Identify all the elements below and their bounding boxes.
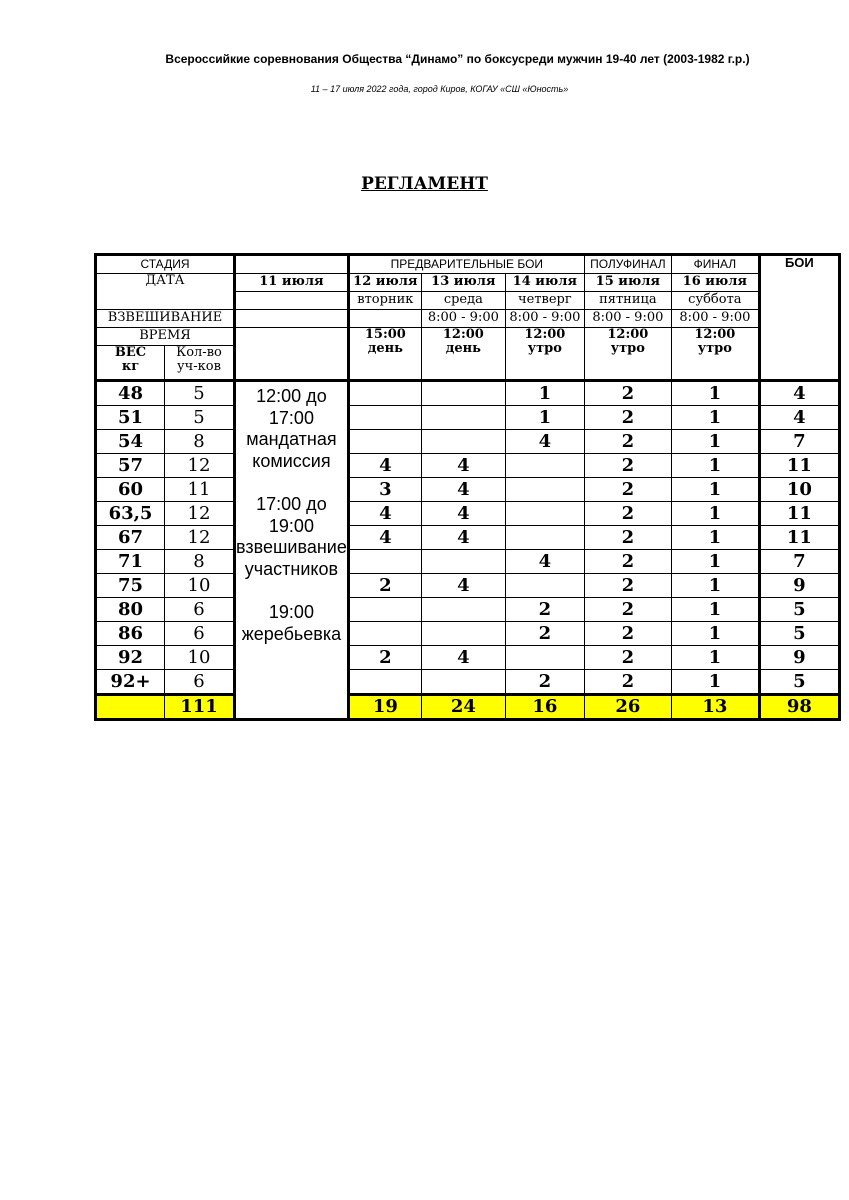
- cell-count: 8: [165, 550, 235, 574]
- cell-d14: [505, 478, 584, 502]
- weight-header: [96, 346, 165, 381]
- cell-d16: 1: [671, 622, 759, 646]
- weight-label: ВЕС: [114, 345, 147, 360]
- bouts-label: БОИ: [759, 255, 839, 381]
- cell-d15: 2: [584, 430, 671, 454]
- period: утро: [527, 341, 562, 357]
- prelim-label: ПРЕДВАРИТЕЛЬНЫЕ БОИ: [348, 255, 584, 274]
- table-row: [96, 454, 840, 478]
- document-subtitle: 11 – 17 июля 2022 года, город Киров, КОГАУ «СШ «Юность»: [310, 84, 569, 94]
- note-line: комиссия: [252, 450, 331, 471]
- note-line: 17:00 до: [256, 493, 327, 514]
- cell-d16: 1: [671, 381, 759, 406]
- cell-d16: 1: [671, 478, 759, 502]
- cell-d13: [421, 622, 505, 646]
- cell-d13: [421, 430, 505, 454]
- note-line: участников: [244, 558, 339, 579]
- count-label2: уч-ков: [177, 359, 221, 375]
- cell-d13: [421, 550, 505, 574]
- cell-count: 6: [165, 598, 235, 622]
- cell-count: 12: [165, 454, 235, 478]
- table-row: [96, 622, 840, 646]
- note-line: 17:00: [268, 407, 314, 428]
- weekday-13: среда: [421, 292, 505, 310]
- cell-d12: [348, 406, 421, 430]
- cell-d16: 1: [671, 406, 759, 430]
- time-16: [671, 328, 759, 381]
- cell-d16: 1: [671, 526, 759, 550]
- cell-d15: 2: [584, 478, 671, 502]
- cell-count: 12: [165, 502, 235, 526]
- cell-weight: 48: [96, 381, 165, 406]
- table-row: [96, 646, 840, 670]
- total-d16: 13: [671, 695, 759, 720]
- time-value: 12:00: [524, 327, 566, 342]
- cell-d15: 2: [584, 574, 671, 598]
- total-count: 111: [165, 695, 235, 720]
- weekday-12: вторник: [348, 292, 421, 310]
- cell-d15: 2: [584, 454, 671, 478]
- table-row: [96, 598, 840, 622]
- table-row: [96, 478, 840, 502]
- cell-total: 5: [759, 670, 839, 695]
- table-row: [96, 550, 840, 574]
- cell-count: 12: [165, 526, 235, 550]
- cell-d15: 2: [584, 406, 671, 430]
- cell-weight: 71: [96, 550, 165, 574]
- period: утро: [697, 341, 732, 357]
- cell-total: 11: [759, 526, 839, 550]
- count-header: [165, 346, 235, 381]
- stage-label: СТАДИЯ: [96, 255, 235, 274]
- cell-d15: 2: [584, 550, 671, 574]
- weighing-label: ВЗВЕШИВАНИЕ: [96, 310, 235, 328]
- schedule-table: [94, 253, 841, 721]
- note-line: 19:00: [268, 515, 314, 536]
- table-row: [96, 381, 840, 406]
- note-line: жеребьевка: [241, 623, 342, 644]
- cell-count: 6: [165, 622, 235, 646]
- date-11: 11 июля: [235, 274, 349, 292]
- weekday-14: четверг: [505, 292, 584, 310]
- cell-total: 5: [759, 622, 839, 646]
- note-line: взвешивание: [236, 537, 347, 558]
- cell-d14: 2: [505, 598, 584, 622]
- note-line: [236, 580, 347, 602]
- cell-d15: 2: [584, 646, 671, 670]
- cell-weight: 63,5: [96, 502, 165, 526]
- cell-total: 11: [759, 502, 839, 526]
- cell-weight: 80: [96, 598, 165, 622]
- cell-d16: 1: [671, 502, 759, 526]
- schedule-note: [235, 381, 349, 720]
- cell-count: 6: [165, 670, 235, 695]
- date-15: 15 июля: [584, 274, 671, 292]
- period: день: [367, 341, 403, 357]
- cell-d15: 2: [584, 670, 671, 695]
- cell-total: 9: [759, 574, 839, 598]
- time-value: 12:00: [442, 327, 484, 342]
- cell-d12: [348, 670, 421, 695]
- cell-d16: 1: [671, 598, 759, 622]
- cell-d13: [421, 406, 505, 430]
- date-label: ДАТА: [96, 274, 235, 310]
- cell-weight: 67: [96, 526, 165, 550]
- cell-weight: 54: [96, 430, 165, 454]
- cell-total: 11: [759, 454, 839, 478]
- cell-weight: 92+: [96, 670, 165, 695]
- cell-total: 7: [759, 430, 839, 454]
- cell-d14: 1: [505, 381, 584, 406]
- cell-d14: 2: [505, 622, 584, 646]
- cell-weight: 92: [96, 646, 165, 670]
- empty-cell: [235, 255, 349, 274]
- cell-d16: 1: [671, 454, 759, 478]
- cell-d16: 1: [671, 670, 759, 695]
- cell-d14: [505, 646, 584, 670]
- period: день: [445, 341, 481, 357]
- weighing-14: 8:00 - 9:00: [505, 310, 584, 328]
- weekday-16: суббота: [671, 292, 759, 310]
- cell-d14: [505, 526, 584, 550]
- table-row: [96, 526, 840, 550]
- cell-d14: 1: [505, 406, 584, 430]
- cell-total: 4: [759, 381, 839, 406]
- cell-weight: 57: [96, 454, 165, 478]
- note-line: 19:00: [268, 601, 314, 622]
- total-d12: 19: [348, 695, 421, 720]
- totals-row: [96, 695, 840, 720]
- table-row: [96, 430, 840, 454]
- cell-d16: 1: [671, 550, 759, 574]
- cell-d13: 4: [421, 454, 505, 478]
- cell-d14: [505, 454, 584, 478]
- cell-count: 5: [165, 406, 235, 430]
- time-value: 15:00: [364, 327, 406, 342]
- cell-count: 10: [165, 646, 235, 670]
- weighing-15: 8:00 - 9:00: [584, 310, 671, 328]
- table-row: [96, 670, 840, 695]
- document-title: Всероссийкие соревнования Общества “Динамо” по боксусреди мужчин 19-40 лет (2003-1982 г.р.): [165, 52, 750, 66]
- heading: РЕГЛАМЕНТ: [361, 174, 488, 194]
- date-12: 12 июля: [348, 274, 421, 292]
- cell-count: 8: [165, 430, 235, 454]
- cell-d12: 4: [348, 502, 421, 526]
- cell-d12: 2: [348, 646, 421, 670]
- cell-d12: [348, 550, 421, 574]
- cell-d13: 4: [421, 574, 505, 598]
- cell-d12: 4: [348, 454, 421, 478]
- cell-d14: [505, 574, 584, 598]
- period: утро: [610, 341, 645, 357]
- cell-count: 5: [165, 381, 235, 406]
- total-total: 98: [759, 695, 839, 720]
- final-label: ФИНАЛ: [671, 255, 759, 274]
- count-label: Кол-во: [176, 345, 222, 360]
- cell-d16: 1: [671, 646, 759, 670]
- date-13: 13 июля: [421, 274, 505, 292]
- empty-cell: [235, 310, 349, 328]
- note-line: [236, 472, 347, 494]
- weekday-15: пятница: [584, 292, 671, 310]
- note-line: мандатная: [246, 429, 337, 450]
- time-value: 12:00: [694, 327, 736, 342]
- weighing-16: 8:00 - 9:00: [671, 310, 759, 328]
- cell-d12: [348, 430, 421, 454]
- cell-count: 10: [165, 574, 235, 598]
- cell-weight: 75: [96, 574, 165, 598]
- cell-d13: [421, 670, 505, 695]
- time-15: [584, 328, 671, 381]
- cell-total: 4: [759, 406, 839, 430]
- cell-d14: 4: [505, 430, 584, 454]
- cell-d13: 4: [421, 478, 505, 502]
- cell-total: 5: [759, 598, 839, 622]
- total-d15: 26: [584, 695, 671, 720]
- cell-d14: 2: [505, 670, 584, 695]
- cell-weight: 51: [96, 406, 165, 430]
- date-16: 16 июля: [671, 274, 759, 292]
- cell-d12: 4: [348, 526, 421, 550]
- cell-d14: [505, 502, 584, 526]
- table-row: [96, 574, 840, 598]
- cell-d13: [421, 598, 505, 622]
- cell-d13: 4: [421, 502, 505, 526]
- cell-total: 9: [759, 646, 839, 670]
- cell-d12: [348, 622, 421, 646]
- total-weight: [96, 695, 165, 720]
- empty-cell: [235, 292, 349, 310]
- weighing-12: [348, 310, 421, 328]
- note-line: 12:00 до: [256, 386, 327, 406]
- weight-unit: кг: [121, 359, 140, 375]
- cell-weight: 60: [96, 478, 165, 502]
- time-12: [348, 328, 421, 381]
- time-14: [505, 328, 584, 381]
- cell-d12: [348, 598, 421, 622]
- cell-d16: 1: [671, 430, 759, 454]
- cell-weight: 86: [96, 622, 165, 646]
- total-d13: 24: [421, 695, 505, 720]
- time-label: ВРЕМЯ: [96, 328, 235, 346]
- cell-d12: [348, 381, 421, 406]
- cell-total: 10: [759, 478, 839, 502]
- time-value: 12:00: [607, 327, 649, 342]
- cell-d15: 2: [584, 381, 671, 406]
- cell-d12: 3: [348, 478, 421, 502]
- total-d14: 16: [505, 695, 584, 720]
- cell-d16: 1: [671, 574, 759, 598]
- cell-d13: 4: [421, 646, 505, 670]
- cell-d14: 4: [505, 550, 584, 574]
- cell-d15: 2: [584, 502, 671, 526]
- cell-d12: 2: [348, 574, 421, 598]
- cell-d15: 2: [584, 622, 671, 646]
- cell-d15: 2: [584, 526, 671, 550]
- table-row: [96, 406, 840, 430]
- cell-count: 11: [165, 478, 235, 502]
- cell-d13: [421, 381, 505, 406]
- semifinal-label: ПОЛУФИНАЛ: [584, 255, 671, 274]
- date-14: 14 июля: [505, 274, 584, 292]
- time-13: [421, 328, 505, 381]
- cell-total: 7: [759, 550, 839, 574]
- table-row: [96, 502, 840, 526]
- empty-cell: [235, 328, 349, 381]
- cell-d15: 2: [584, 598, 671, 622]
- cell-d13: 4: [421, 526, 505, 550]
- weighing-13: 8:00 - 9:00: [421, 310, 505, 328]
